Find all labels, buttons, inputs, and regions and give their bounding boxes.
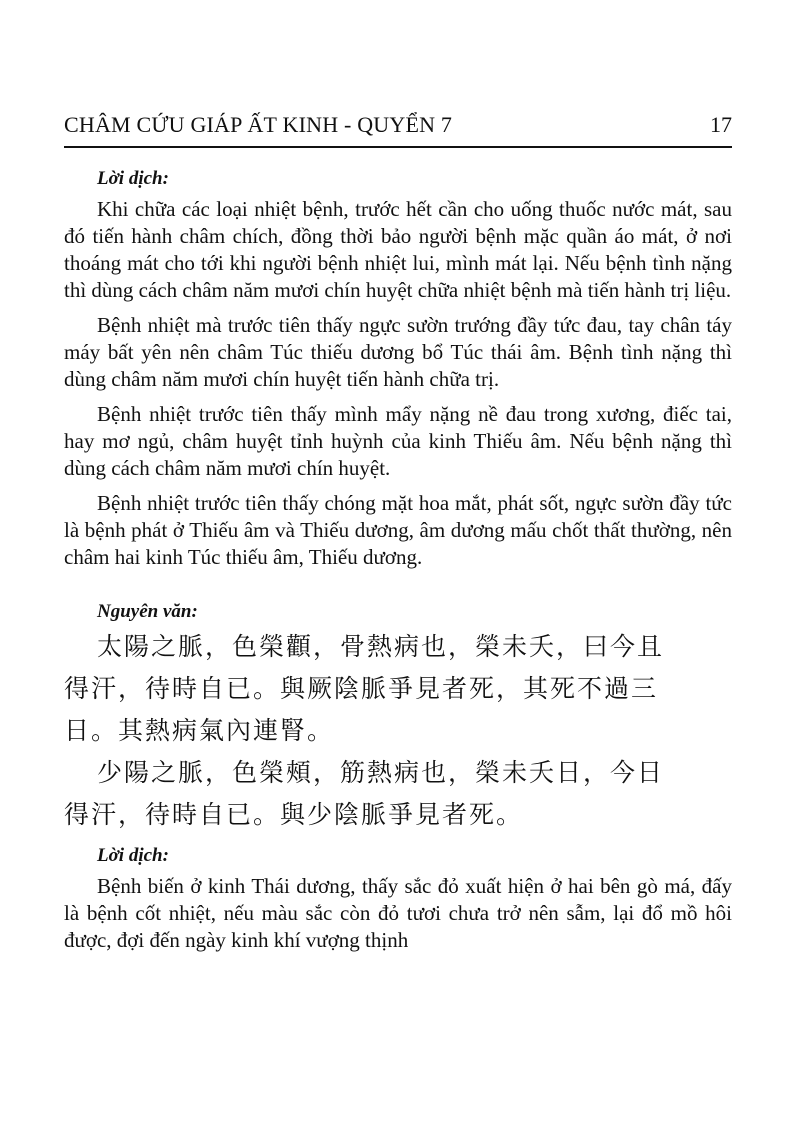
page-content (64, 168, 732, 962)
translation-paragraph: Khi chữa các loại nhiệt bệnh, trước hết cần cho uống thuốc nước mát, sau đó tiến hành châm chích, đồng thời bảo người bệnh mặc quần áo mát, ở nơi thoáng mát cho tới khi người bệnh nhiệt lui, mình mát lại. Nếu bệnh tình nặng thì dùng cách châm năm mươi chín huyệt chữa nhiệt bệnh mà tiến hành trị liệu. (64, 197, 732, 302)
translation-paragraph: Bệnh nhiệt trước tiên thấy chóng mặt hoa mắt, phát sốt, ngực sườn đầy tức là bệnh phát ở Thiếu âm và Thiếu dương, âm dương mấu chốt thất thường, nên châm hai kinh Túc thiếu âm, Thiếu dương. (64, 491, 732, 569)
classical-chinese-line: 得汗，待時自已。與厥陰脈爭見者死，其死不過三 (64, 674, 659, 703)
running-header (64, 112, 732, 148)
section-label-translation: Lời dịch: (97, 168, 169, 189)
section-label-translation: Lời dịch: (97, 845, 169, 866)
translation-paragraph: Bệnh biến ở kinh Thái dương, thấy sắc đỏ xuất hiện ở hai bên gò má, đấy là bệnh cốt nhiệt, nếu màu sắc còn đỏ tươi chưa trở nên sẫm, lại đổ mồ hôi được, đợi đến ngày kinh khí vượng thịnh (64, 874, 732, 952)
translation-section-1 (64, 168, 732, 571)
section-label-original: Nguyên văn: (97, 601, 198, 622)
classical-chinese-line: 少陽之脈，色榮頰，筋熱病也，榮未夭日，今日 (97, 758, 665, 787)
classical-chinese-line: 太陽之脈，色榮顴，骨熱病也，榮未夭，曰今且 (97, 632, 665, 661)
translation-paragraph: Bệnh nhiệt trước tiên thấy mình mẩy nặng nề đau trong xương, điếc tai, hay mơ ngủ, châm huyệt tỉnh huỳnh của kinh Thiếu âm. Nếu bệnh nặng thì dùng cách châm năm mươi chín huyệt. (64, 402, 732, 480)
header-title: CHÂM CỨU GIÁP ẤT KINH - QUYỂN 7 (64, 112, 453, 137)
translation-paragraph: Bệnh nhiệt mà trước tiên thấy ngực sườn trướng đầy tức đau, tay chân táy máy bất yên nên châm Túc thiếu dương bổ Túc thái âm. Bệnh tình nặng thì dùng châm năm mươi chín huyệt tiến hành chữa trị. (64, 313, 732, 391)
classical-chinese-line: 日。其熱病氣內連腎。 (64, 716, 335, 745)
classical-chinese-line: 得汗，待時自已。與少陰脈爭見者死。 (64, 800, 524, 829)
translation-section-2 (64, 845, 732, 954)
original-text-section (64, 601, 732, 833)
page-number: 17 (710, 112, 732, 137)
